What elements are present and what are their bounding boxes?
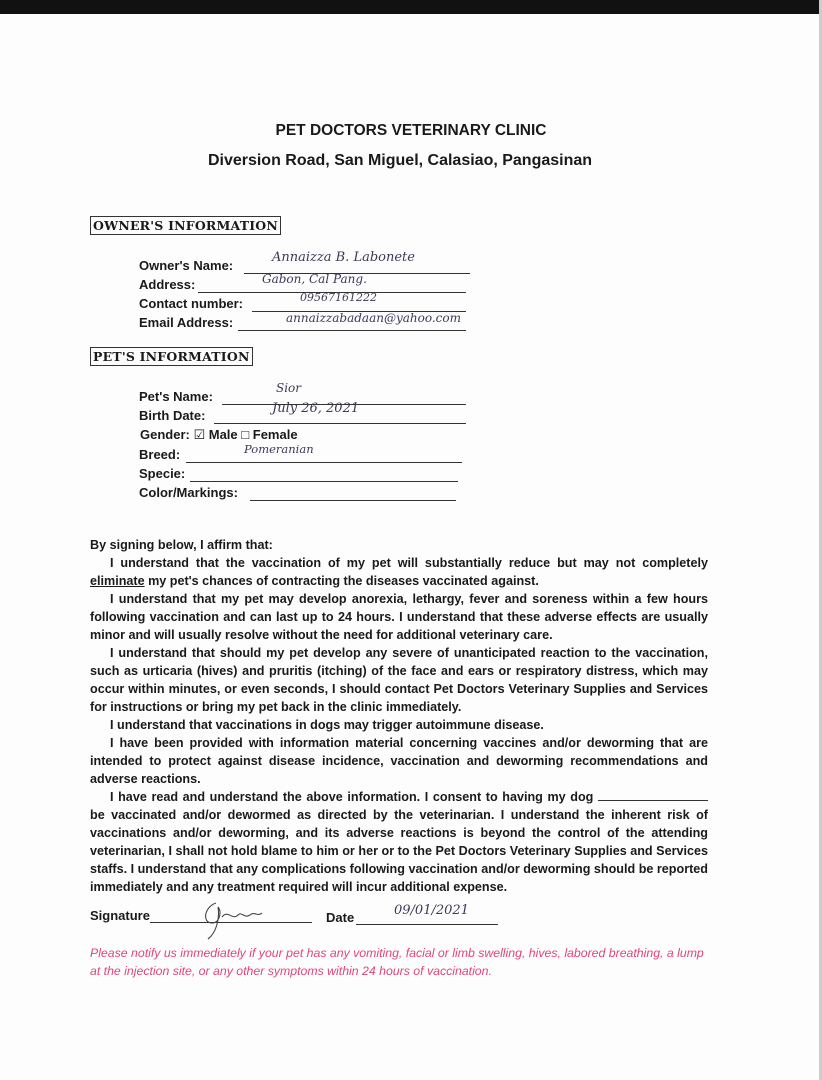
birth-date-label: Birth Date: (139, 408, 206, 423)
pet-name-value[interactable]: Sior (276, 381, 302, 395)
affirmation-text (90, 536, 708, 896)
specie-label: Specie: (139, 466, 186, 481)
gender-label: Gender: (140, 427, 190, 442)
clinic-address: Diversion Road, San Miguel, Calasiao, Pangasinan (207, 152, 593, 169)
contact-value[interactable]: 09567161222 (300, 291, 377, 304)
color-markings-line (250, 500, 456, 501)
pet-name-label: Pet's Name: (139, 389, 213, 404)
owner-name-label: Owner's Name: (139, 258, 234, 273)
gender-row (140, 427, 298, 443)
affirmation-paragraph-2: I understand that my pet may develop anorexia, lethargy, fever and soreness within a few hours following vaccination and can last up to 24 hours. I understand that these adverse effects are usually minor and will usually resolve without the need for additional veterinary care. (90, 592, 708, 642)
owner-section-title: OWNER'S INFORMATION (90, 216, 281, 235)
email-value[interactable]: annaizzabadaan@yahoo.com (286, 311, 461, 325)
clinic-name: PET DOCTORS VETERINARY CLINIC (275, 122, 547, 139)
dog-name-blank[interactable] (598, 790, 708, 801)
affirmation-paragraph-5: I have been provided with information material concerning vaccines and/or deworming that are intended to protect against disease incidence, vaccination and deworming recommendations and adverse reactions. (90, 736, 708, 786)
male-checkbox[interactable]: ☑ (193, 427, 206, 442)
breed-label: Breed: (139, 447, 181, 462)
breed-line (186, 462, 462, 463)
date-value[interactable]: 09/01/2021 (394, 903, 469, 918)
signature-mark[interactable] (198, 893, 268, 943)
specie-line (190, 481, 458, 482)
female-option-label: Female (252, 427, 298, 442)
female-checkbox[interactable]: □ (241, 427, 250, 442)
signature-label: Signature (90, 908, 150, 923)
affirmation-paragraph-1: I understand that the vaccination of my pet will substantially reduce but may not completely eliminate my pet's chances of contracting the diseases vaccinated against. (90, 556, 708, 588)
post-vaccination-notice: Please notify us immediately if your pet has any vomiting, facial or limb swelling, hives, labored breathing, a lump at the injection site, or any other symptoms within 24 hours of vaccination. (90, 946, 704, 978)
affirmation-paragraph-4: I understand that vaccinations in dogs may trigger autoimmune disease. (110, 718, 544, 732)
address-label: Address: (139, 277, 196, 292)
date-label: Date (326, 910, 355, 925)
pet-section-title: PET'S INFORMATION (90, 347, 253, 366)
date-line (356, 924, 498, 925)
email-line (238, 330, 466, 331)
color-markings-label: Color/Markings: (139, 485, 238, 500)
breed-value[interactable]: Pomeranian (244, 442, 314, 456)
affirmation-paragraph-6: I have read and understand the above information. I consent to having my dog be vaccinated and/or dewormed as directed by the veterinarian. I understand the inherent risk of vaccinations and/or deworming, and its adverse reactions is beyond the control of the attending veterinarian, I shall not hold blame to him or her or to the Pet Doctors Veterinary Supplies and Services staffs. I understand that any complications following vaccination and/or deworming should be reported immediately and any treatment required will incur additional expense. (90, 790, 708, 894)
affirmation-paragraph-3: I understand that should my pet develop any severe of unanticipated reaction to the vaccination, such as urticaria (hives) and pruritis (itching) of the face and ears or respiratory distress, which may occur within minutes, or even seconds, I should contact Pet Doctors Veterinary Supplies and Services for instructions or bring my pet back in the clinic immediately. (90, 646, 708, 714)
address-value[interactable]: Gabon, Cal Pang. (262, 272, 367, 286)
male-option-label: Male (208, 427, 238, 442)
birth-date-line (214, 423, 466, 424)
owner-name-value[interactable]: Annaizza B. Labonete (272, 250, 415, 265)
contact-label: Contact number: (139, 296, 243, 311)
affirmation-intro: By signing below, I affirm that: (90, 538, 273, 552)
email-label: Email Address: (139, 315, 234, 330)
birth-date-value[interactable]: July 26, 2021 (272, 401, 360, 416)
